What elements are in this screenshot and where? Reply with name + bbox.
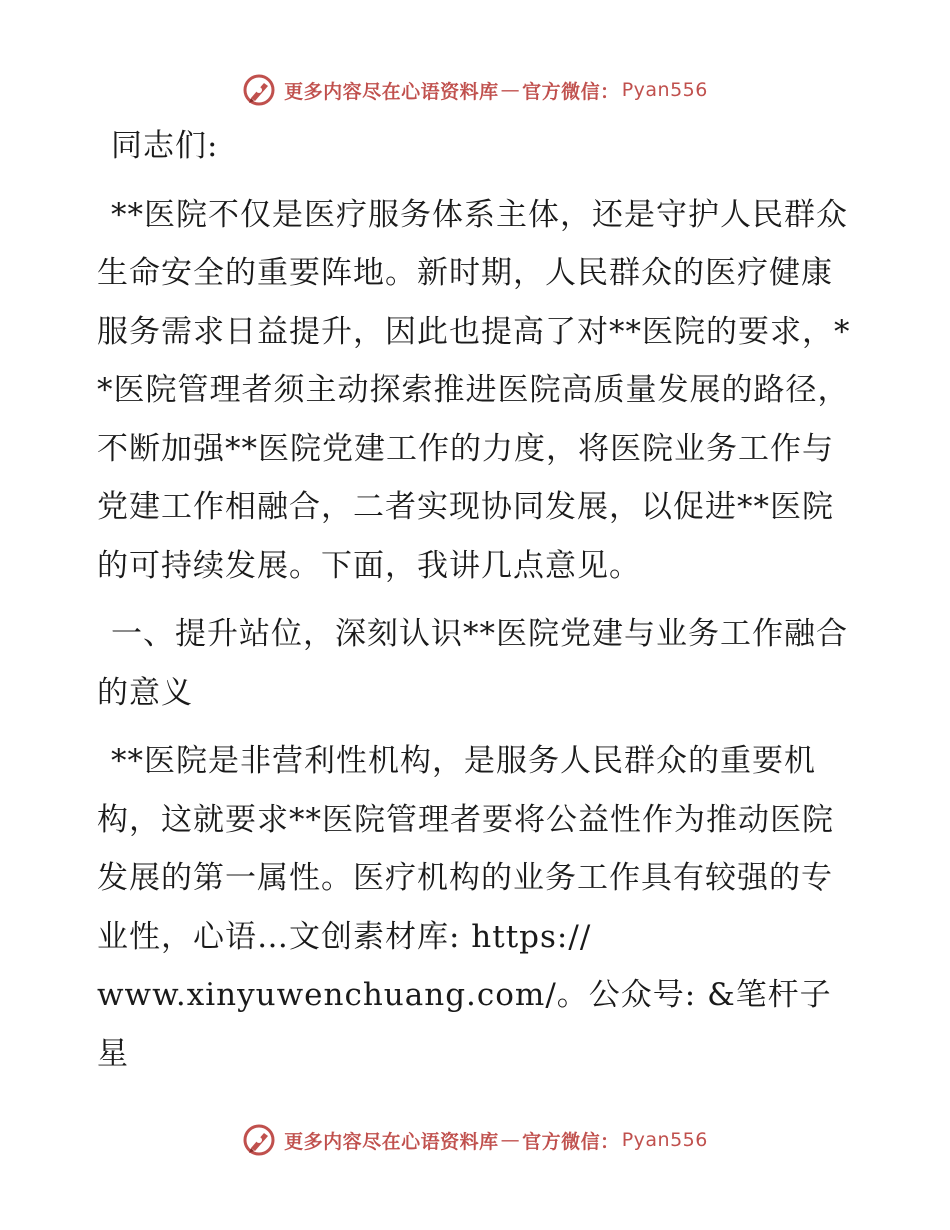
banner-wechat-id: Pyan556 bbox=[621, 79, 708, 101]
paragraph-2-url-line: www.xinyuwenchuang.com/。公众号: &笔杆子星 bbox=[97, 977, 832, 1072]
banner-brand: 更多内容尽在心语资料库 bbox=[284, 80, 499, 103]
document-body bbox=[97, 117, 857, 1093]
paragraph-2: **医院是非营利性机构，是服务人民群众的重要机构，这就要求**医院管理者要将公益性作为推动医院发展的第一属性。医疗机构的业务工作具有较强的专业性，心语…文创素材库: https:// bbox=[97, 743, 834, 955]
greeting: 同志们: bbox=[111, 128, 219, 164]
pen-logo-icon bbox=[242, 1123, 276, 1157]
banner-separator: — bbox=[500, 79, 521, 101]
banner-official: 官方微信： bbox=[522, 80, 620, 103]
header-banner bbox=[0, 70, 950, 110]
footer-banner bbox=[0, 1120, 950, 1160]
banner-official: 官方微信： bbox=[522, 1130, 620, 1153]
banner-wechat-id: Pyan556 bbox=[621, 1129, 708, 1151]
paragraph-1: **医院不仅是医疗服务体系主体，还是守护人民群众生命安全的重要阵地。新时期，人民群众的医疗健康服务需求日益提升，因此也提高了对**医院的要求，**医院管理者须主动探索推进医院高质量发展的路径，不断加强**医院党建工作的力度，将医院业务工作与党建工作相融合，二者实现协同发展，以促进**医院的可持续发展。下面，我讲几点意见。 bbox=[97, 196, 851, 584]
banner-separator: — bbox=[500, 1129, 521, 1151]
pen-logo-icon bbox=[242, 73, 276, 107]
section-heading-1: 一、提升站位，深刻认识**医院党建与业务工作融合的意义 bbox=[97, 616, 848, 711]
banner-brand: 更多内容尽在心语资料库 bbox=[284, 1130, 499, 1153]
